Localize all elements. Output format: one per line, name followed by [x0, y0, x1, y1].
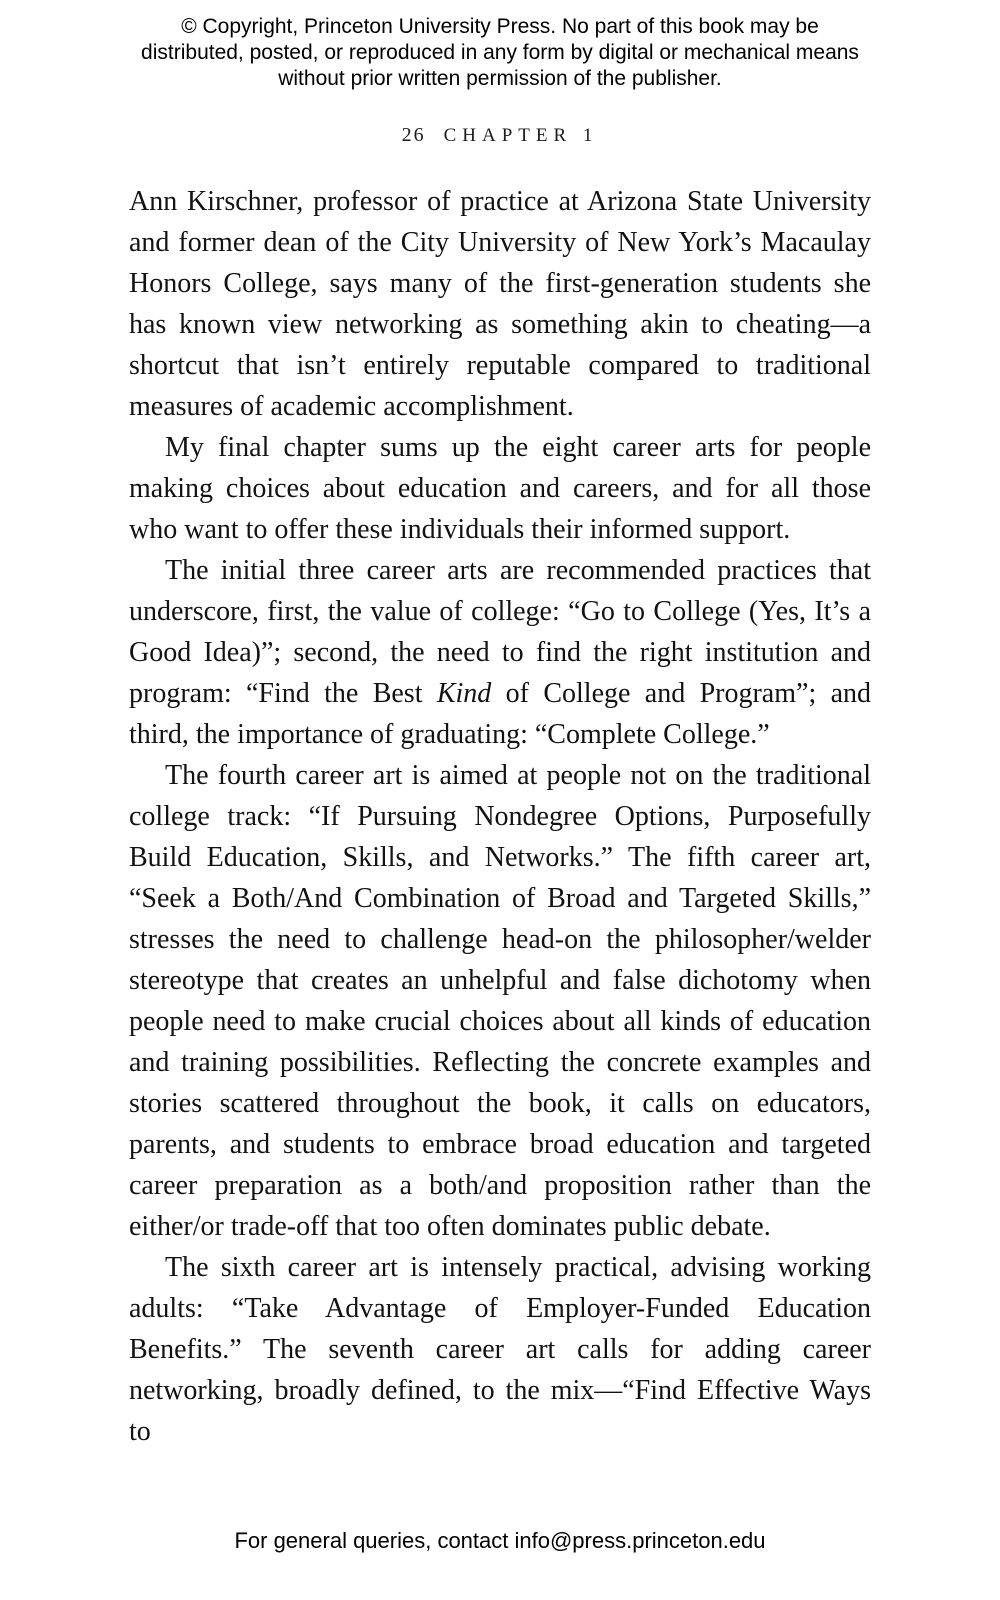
chapter-label: CHAPTER 1 [443, 125, 599, 146]
page-header [0, 124, 1000, 147]
paragraph: Ann Kirschner, professor of practice at Arizona State University and former dean of the City University of New York’s Macaulay Honors College, says many of the first-generation students she has known view networking as something akin to cheating—a shortcut that isn’t entirely reputable compared to traditional measures of academic accomplishment. [129, 186, 871, 422]
page-number: 26 [401, 124, 426, 146]
page-footer: For general queries, contact info@press.princeton.edu [234, 1528, 766, 1553]
body-text [129, 181, 871, 1452]
paragraph: My final chapter sums up the eight career arts for people making choices about education and careers, and for all those who want to offer these individuals their informed support. [129, 432, 871, 545]
paragraph: The initial three career arts are recommended practices that underscore, first, the value of college: “Go to College (Yes, It’s a Good Idea)”; second, the need to find the right institution and program: “Find the Best Kind of College and Program”; and third, the importance of graduating: “Complete College.” [129, 555, 872, 750]
paragraph: The fourth career art is aimed at people not on the traditional college track: “If Pursuing Nondegree Options, Purposefully Build Education, Skills, and Networks.” The fifth career art, “Seek a Both/And Combination of Broad and Targeted Skills,” stresses the need to challenge head-on the philosopher/welder stereotype that creates an unhelpful and false dichotomy when people need to make crucial choices about all kinds of education and training possibilities. Reflecting the concrete examples and stories scattered throughout the book, it calls on educators, parents, and students to embrace broad education and targeted career preparation as a both/and proposition rather than the either/or trade-off that too often dominates public debate. [129, 760, 871, 1242]
paragraph: The sixth career art is intensely practical, advising working adults: “Take Advantage of Employer-Funded Education Benefits.” The seventh career art calls for adding career networking, broadly defined, to the mix—“Find Effective Ways to [129, 1252, 871, 1447]
copyright-notice: © Copyright, Princeton University Press. No part of this book may be distributed, posted, or reproduced in any form by digital or mechanical means without prior written permission of the publisher. [141, 15, 859, 90]
